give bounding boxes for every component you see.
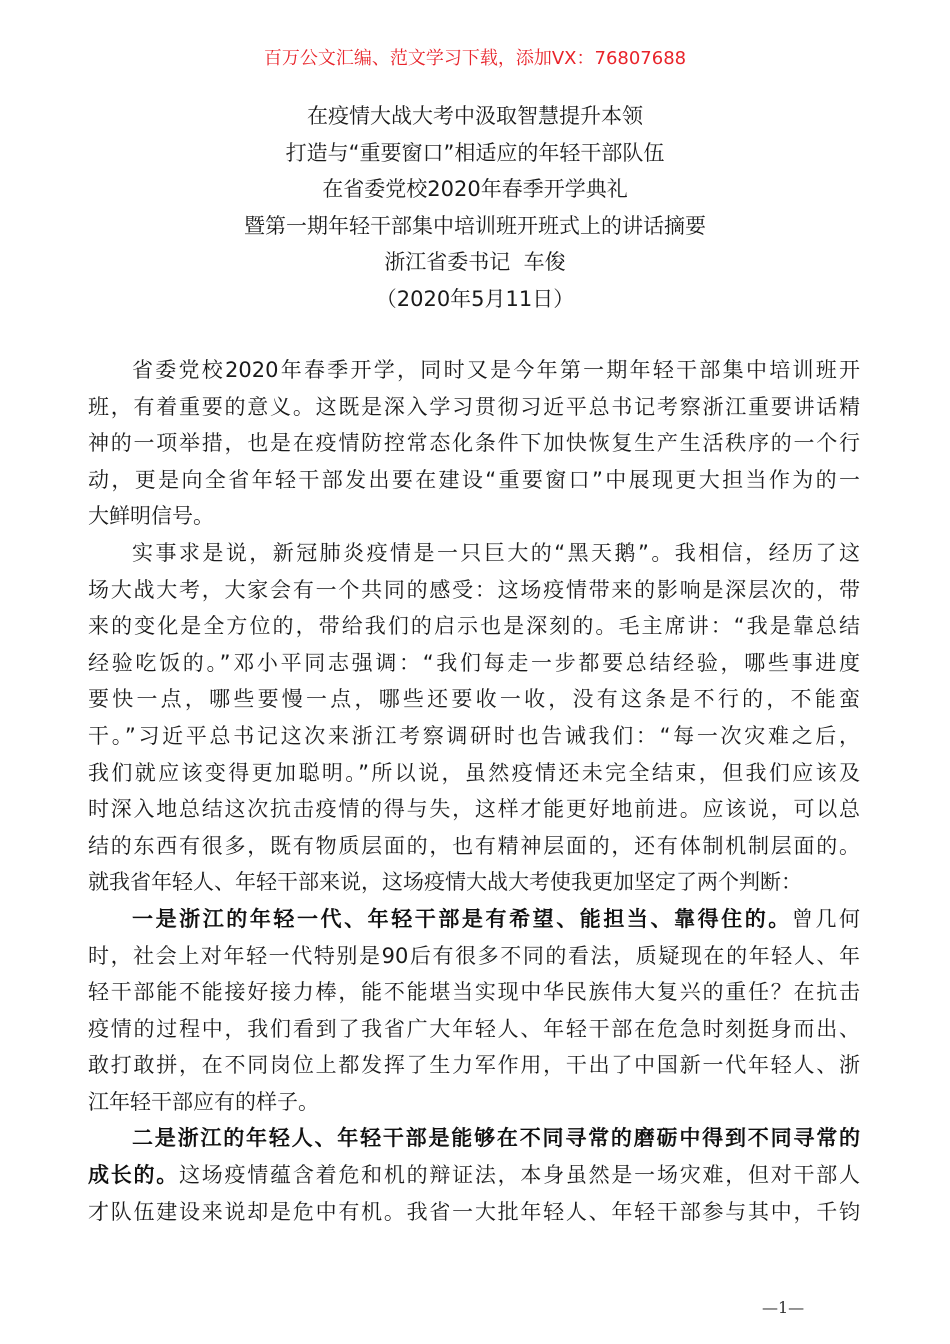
main-title: 在疫情大战大考中汲取智慧提升本领 bbox=[307, 104, 643, 128]
body-line: 要快一点，哪些要慢一点，哪些还要收一收，没有这条是不行的，不能蛮 bbox=[88, 687, 860, 712]
body-line: 时，社会上对年轻一代特别是90后有很多不同的看法，质疑现在的年轻人、年 bbox=[88, 943, 860, 968]
body-line: 成长的。这场疫情蕴含着危和机的辩证法，本身虽然是一场灾难，但对干部人 bbox=[88, 1163, 860, 1188]
occasion-line-2: 暨第一期年轻干部集中培训班开班式上的讲话摘要 bbox=[244, 213, 706, 238]
body-line: 省委党校2020年春季开学，同时又是今年第一期年轻干部集中培训班开 bbox=[132, 358, 860, 382]
body-line bbox=[88, 1120, 860, 1157]
body-line: 来的变化是全方位的，带给我们的启示也是深刻的。毛主席讲：“我是靠总结 bbox=[88, 614, 860, 639]
body-line: 才队伍建设来说却是危中有机。我省一大批年轻人、年轻干部参与其中，千钧 bbox=[88, 1199, 860, 1224]
document-title-block bbox=[0, 98, 950, 317]
key-judgment-2-end: 成长的。 bbox=[88, 1163, 180, 1188]
body-line: 场大战大考，大家会有一个共同的感受：这场疫情带来的影响是深层次的，带 bbox=[88, 577, 860, 602]
body-line: 经验吃饭的。”邓小平同志强调：“我们每走一步都要总结经验，哪些事进度 bbox=[88, 650, 860, 675]
speaker: 浙江省委书记 车俊 bbox=[384, 250, 566, 274]
body-line: 我们就应该变得更加聪明。”所以说，虽然疫情还未完全结束，但我们应该及 bbox=[88, 760, 860, 785]
speech-date: （2020年5月11日） bbox=[375, 286, 575, 311]
body-line: 动，更是向全省年轻干部发出要在建设“重要窗口”中展现更大担当作为的一 bbox=[88, 467, 860, 492]
body-line: 实事求是说，新冠肺炎疫情是一只巨大的“黑天鹅”。我相信，经历了这 bbox=[132, 540, 860, 565]
body-line: 疫情的过程中，我们看到了我省广大年轻人、年轻干部在危急时刻挺身而出、 bbox=[88, 1016, 860, 1041]
key-judgment-2: 二是浙江的年轻人、年轻干部是能够在不同寻常的磨砺中得到不同寻常的 bbox=[132, 1126, 860, 1151]
body-line: 一是浙江的年轻一代、年轻干部是有希望、能担当、靠得住的。曾几何 bbox=[132, 906, 861, 931]
key-judgment-1: 一是浙江的年轻一代、年轻干部是有希望、能担当、靠得住的。 bbox=[132, 906, 792, 931]
body-line: 就我省年轻人、年轻干部来说，这场疫情大战大考使我更加坚定了两个判断： bbox=[88, 870, 802, 895]
body-line: 大鲜明信号。 bbox=[88, 504, 214, 529]
body-line: 敢打敢拼，在不同岗位上都发挥了生力军作用，干出了中国新一代年轻人、浙 bbox=[88, 1053, 860, 1078]
body-line: 干。”习近平总书记这次来浙江考察调研时也告诫我们：“每一次灾难之后， bbox=[88, 723, 860, 748]
document-body bbox=[88, 352, 860, 1230]
body-line: 班，有着重要的意义。这既是深入学习贯彻习近平总书记考察浙江重要讲话精 bbox=[88, 394, 860, 419]
body-line: 时深入地总结这次抗击疫情的得与失，这样才能更好地前进。应该说，可以总 bbox=[88, 797, 860, 822]
body-line: 轻干部能不能接好接力棒，能不能堪当实现中华民族伟大复兴的重任？在抗击 bbox=[88, 980, 860, 1005]
body-line: 神的一项举措，也是在疫情防控常态化条件下加快恢复生产生活秩序的一个行 bbox=[88, 431, 860, 456]
watermark-banner: 百万公文汇编、范文学习下载，添加VX：76807688 bbox=[263, 48, 687, 69]
occasion-line-1: 在省委党校2020年春季开学典礼 bbox=[322, 177, 628, 201]
page-number: —1— bbox=[762, 1298, 805, 1317]
subtitle: 打造与“重要窗口”相适应的年轻干部队伍 bbox=[285, 140, 665, 165]
body-line: 江年轻干部应有的样子。 bbox=[88, 1089, 319, 1114]
body-line: 结的东西有很多，既有物质层面的，也有精神层面的，还有体制机制层面的。 bbox=[88, 833, 860, 858]
